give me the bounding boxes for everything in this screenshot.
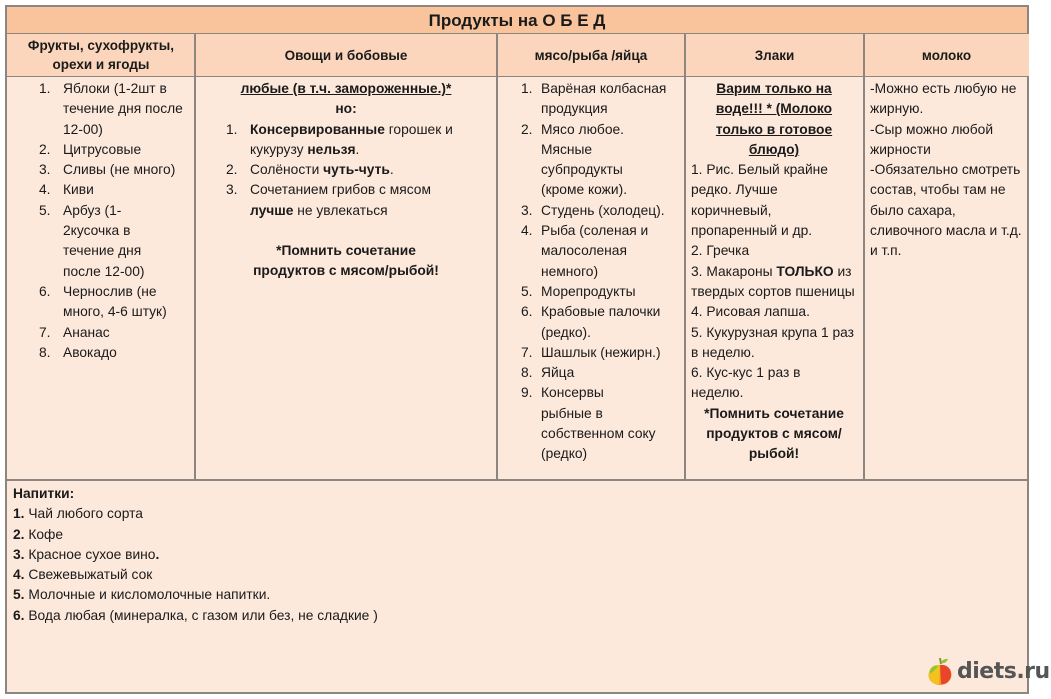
- list-item: 4. Свежевыжатый сок: [13, 567, 153, 583]
- list-item: 1. Чай любого сорта: [13, 506, 143, 522]
- column-header-fruits: Фрукты, сухофрукты, орехи и ягоды: [7, 34, 195, 77]
- list-item: 3. Студень (холодец).: [521, 202, 665, 218]
- list-item: 7. Ананас: [39, 324, 110, 340]
- grains-intro: Варим только на воде!!! * (Молоко только в готовое блюдо): [715, 81, 833, 157]
- column-header-vegetables: Овощи и бобовые: [195, 34, 497, 77]
- list-item: 2. Солёности чуть-чуть.: [226, 162, 394, 178]
- list-item: 3. Сочетанием грибов с мясом лучше не увлекаться: [226, 182, 431, 218]
- list-item: 6. Чернослив (не много, 4-6 штук): [39, 283, 167, 320]
- list-item: 3. Макароны ТОЛЬКО из твердых сортов пшеницы: [691, 263, 855, 299]
- list-item: 2. Кофе: [13, 526, 64, 542]
- lunch-products-table: [5, 5, 1029, 694]
- list-item: 1. Варёная колбасная продукция: [521, 81, 667, 117]
- drinks-title: Напитки:: [13, 486, 75, 501]
- watermark-text: diets.ru: [957, 658, 1050, 684]
- list-item: 7. Шашлык (нежирн.): [521, 344, 661, 360]
- table-title: Продукты на О Б Е Д: [7, 7, 1027, 34]
- list-item: 3. Сливы (не много): [39, 162, 176, 178]
- column-header-meat: мясо/рыба /яйца: [497, 34, 685, 77]
- list-item: 1. Яблоки (1-2шт в течение дня после 12-00): [39, 81, 183, 137]
- drinks-section: [13, 484, 378, 626]
- vegetables-intro: любые (в т.ч. замороженные.)*: [240, 81, 452, 96]
- column-header-milk: молоко: [864, 34, 1029, 77]
- list-item: 9. Консервы рыбные в собственном соку (редко): [521, 385, 656, 462]
- list-item: 1. Консервированные горошек и кукурузу нельзя.: [226, 121, 453, 157]
- list-item: 5. Кукурузная крупа 1 раз в неделю.: [691, 324, 855, 360]
- vegetables-cell: [196, 77, 496, 480]
- milk-line: -Можно есть любую не жирную.: [870, 81, 1017, 117]
- list-item: 5. Арбуз (1-2кусочка в течение дня после 12-00): [39, 202, 145, 279]
- list-item: 5. Молочные и кисломолочные напитки.: [13, 587, 271, 603]
- fruits-cell: [7, 77, 194, 480]
- vegetables-note: *Помнить сочетание продуктов с мясом/рыбой!: [253, 243, 439, 279]
- list-item: 4. Рыба (соленая и малосоленая немного): [521, 223, 649, 279]
- list-item: 2. Гречка: [691, 243, 750, 259]
- grains-cell: [686, 77, 863, 480]
- apple-icon: [927, 656, 953, 686]
- milk-line: -Сыр можно любой жирности: [870, 121, 994, 157]
- list-item: 1. Рис. Белый крайне редко. Лучше коричневый, пропаренный и др.: [691, 162, 828, 239]
- list-item: 6. Кус-кус 1 раз в неделю.: [691, 365, 801, 401]
- column-header-grains: Злаки: [685, 34, 864, 77]
- list-item: 4. Рисовая лапша.: [691, 304, 810, 320]
- list-item: 2. Цитрусовые: [39, 141, 142, 157]
- list-item: 6. Вода любая (минералка, с газом или без, не сладкие ): [13, 607, 378, 623]
- row-divider: [7, 479, 1027, 481]
- list-item: 4. Киви: [39, 182, 94, 198]
- vegetables-but: но:: [335, 101, 357, 117]
- list-item: 8. Авокадо: [39, 344, 117, 360]
- list-item: 6. Крабовые палочки (редко).: [521, 304, 661, 340]
- list-item: 2. Мясо любое. Мясные субпродукты (кроме кожи).: [521, 121, 628, 198]
- grains-note: *Помнить сочетание продуктов с мясом/рыбой!: [704, 405, 844, 462]
- list-item: 5. Морепродукты: [521, 283, 636, 299]
- milk-line: -Обязательно смотреть состав, чтобы там не было сахара, сливочного масла и т.д. и т.п.: [870, 162, 1022, 259]
- list-item: 8. Яйца: [521, 365, 575, 381]
- list-item: 3. Красное сухое вино.: [13, 546, 160, 562]
- milk-cell: [865, 77, 1029, 480]
- meat-cell: [498, 77, 684, 480]
- diets-ru-watermark: [927, 656, 1050, 686]
